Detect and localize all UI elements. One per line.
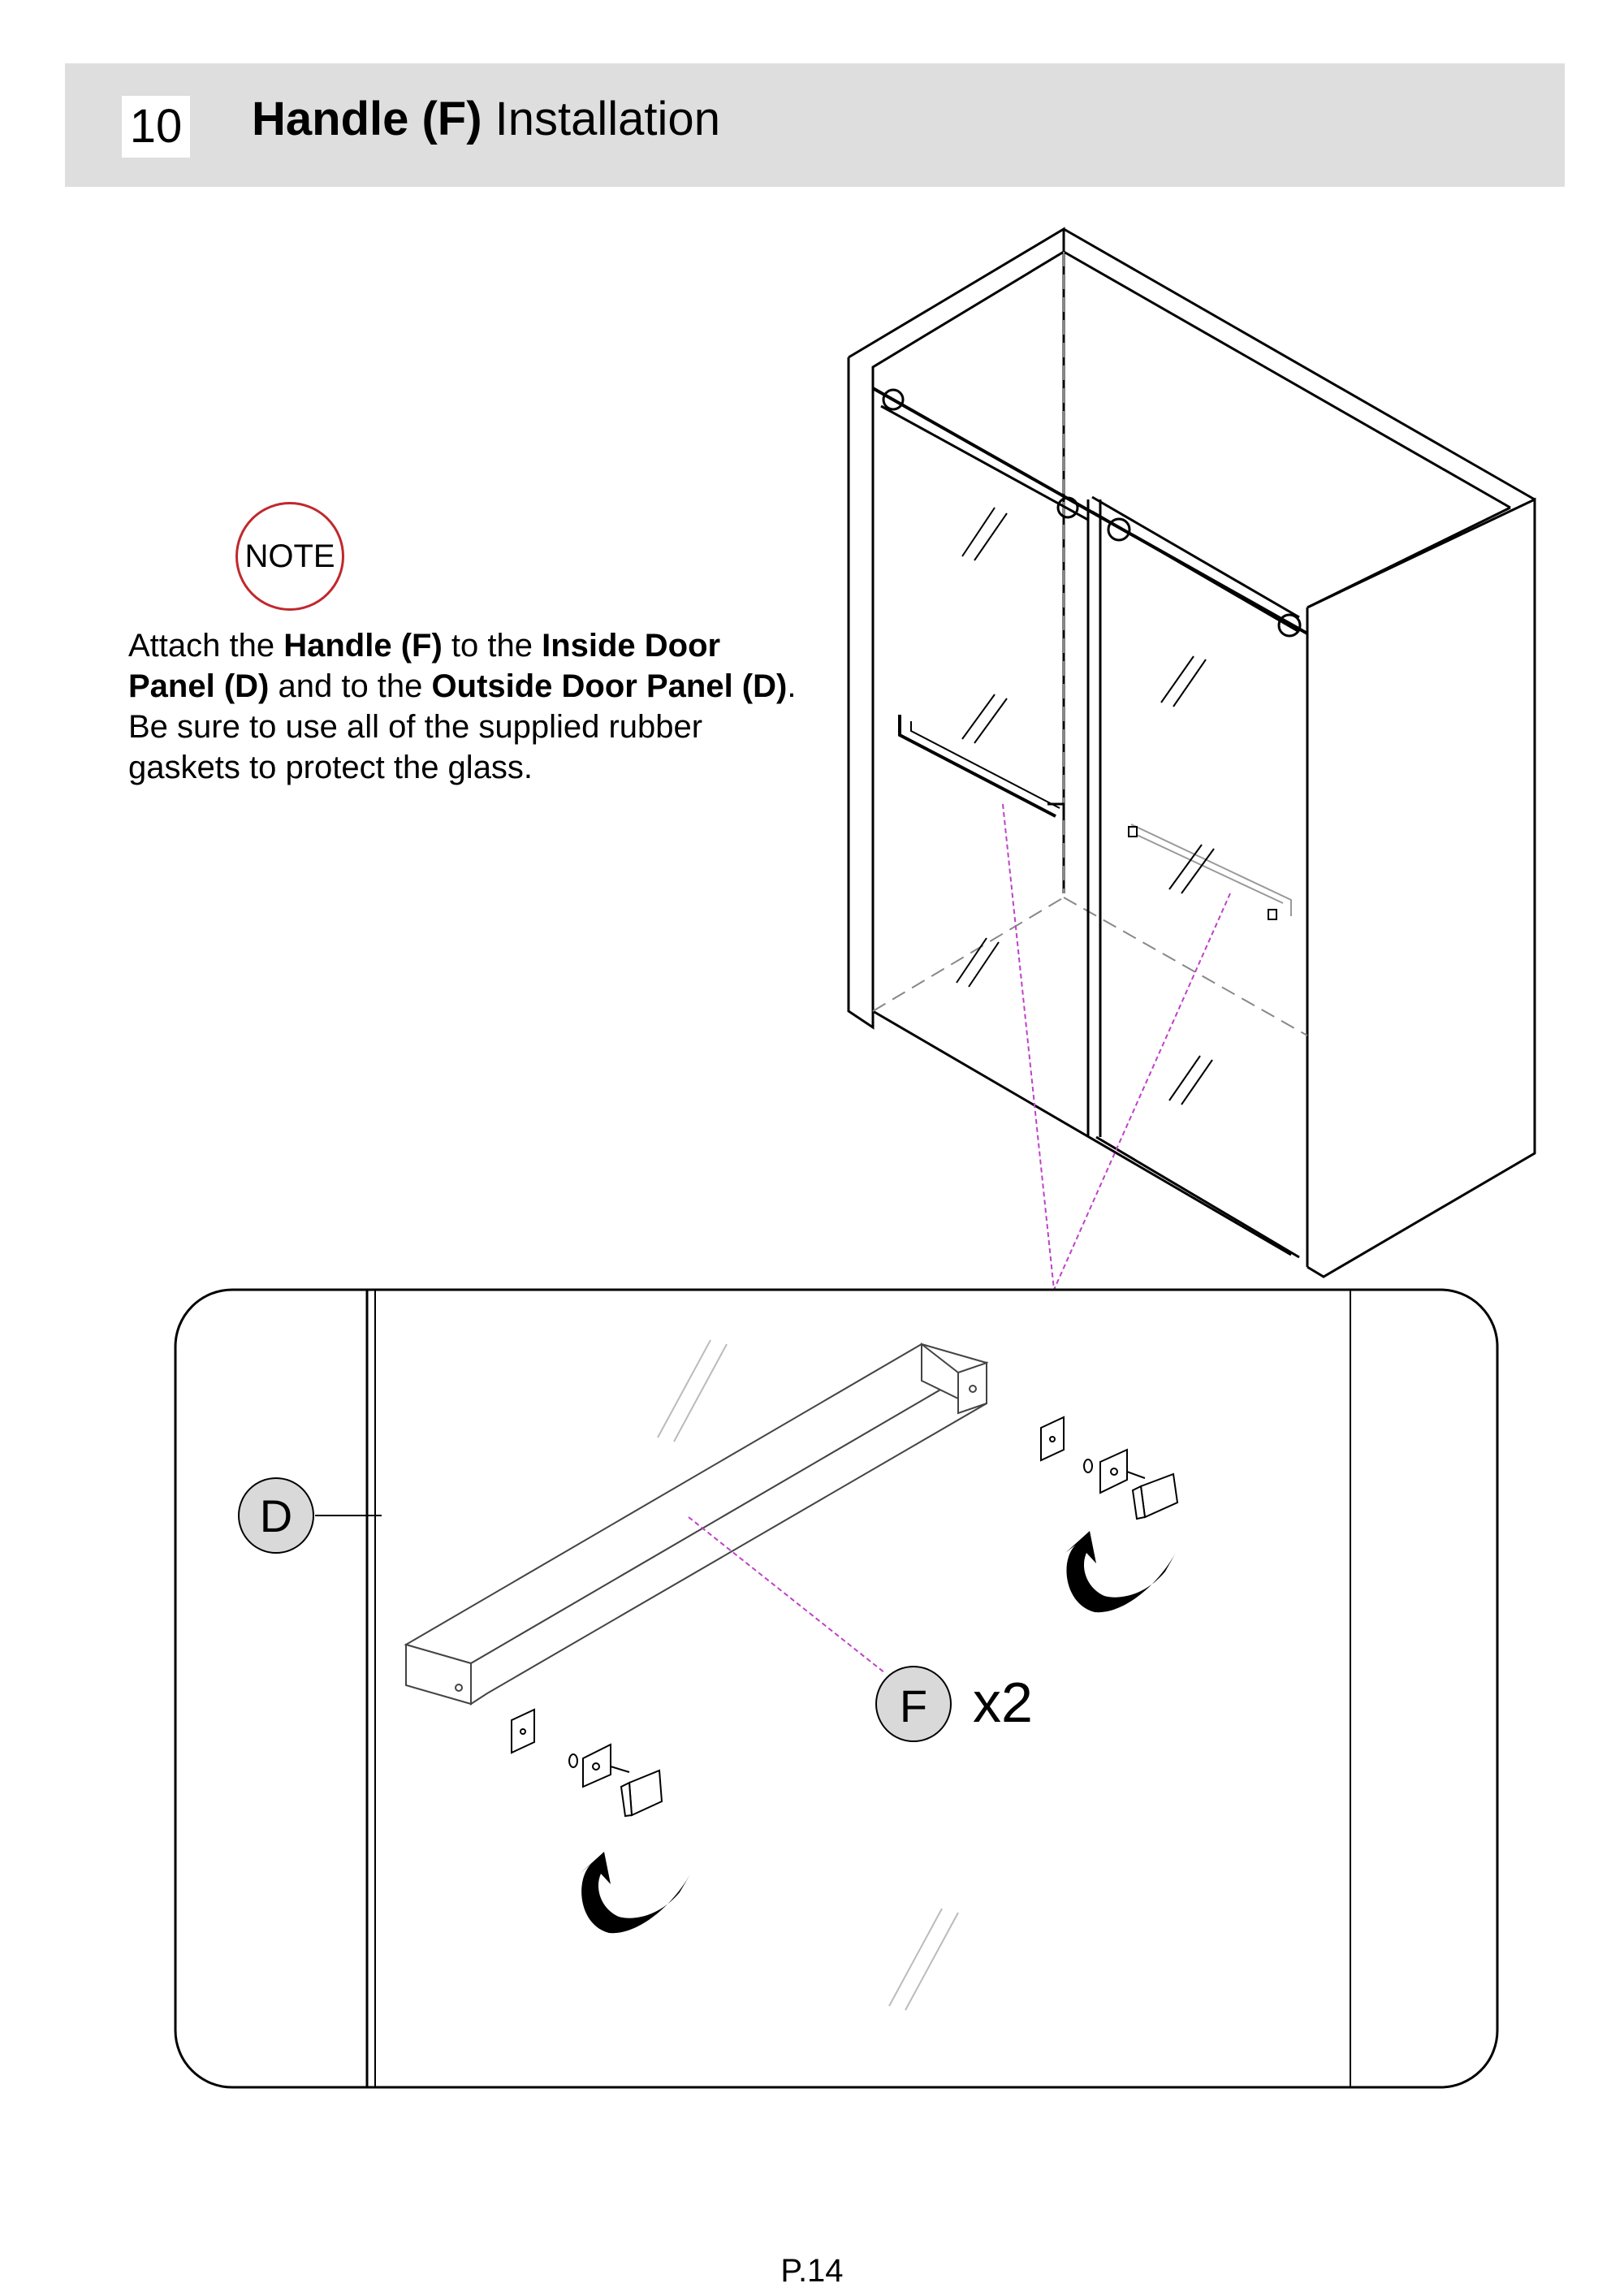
handle-ref: Handle (F) bbox=[283, 628, 443, 664]
text-run: Attach the bbox=[128, 628, 284, 664]
panel-ref: Panel (D) bbox=[128, 668, 270, 704]
text-run: and to the bbox=[269, 668, 432, 704]
title-suffix: Installation bbox=[482, 93, 720, 145]
outside-door-ref: Outside Door Panel (D) bbox=[431, 668, 788, 704]
page-number: P.14 bbox=[780, 2253, 844, 2289]
quantity-label: x2 bbox=[973, 1671, 1033, 1734]
instruction-line-3: Be sure to use all of the supplied rubber bbox=[128, 709, 703, 745]
inside-door-ref: Inside Door bbox=[542, 628, 721, 664]
title-part: Handle (F) bbox=[252, 93, 482, 145]
note-badge: NOTE bbox=[235, 502, 344, 611]
panel-label: D bbox=[259, 1490, 293, 1541]
text-run: . bbox=[787, 668, 797, 704]
step-number: 10 bbox=[122, 96, 190, 158]
leader-lines bbox=[1003, 804, 1230, 1290]
instruction-line-4: gaskets to protect the glass. bbox=[128, 750, 533, 785]
handle-label: F bbox=[899, 1680, 928, 1732]
shower-enclosure-drawing bbox=[849, 229, 1535, 1277]
text-run: to the bbox=[442, 628, 542, 664]
detail-view bbox=[175, 1290, 1497, 2087]
